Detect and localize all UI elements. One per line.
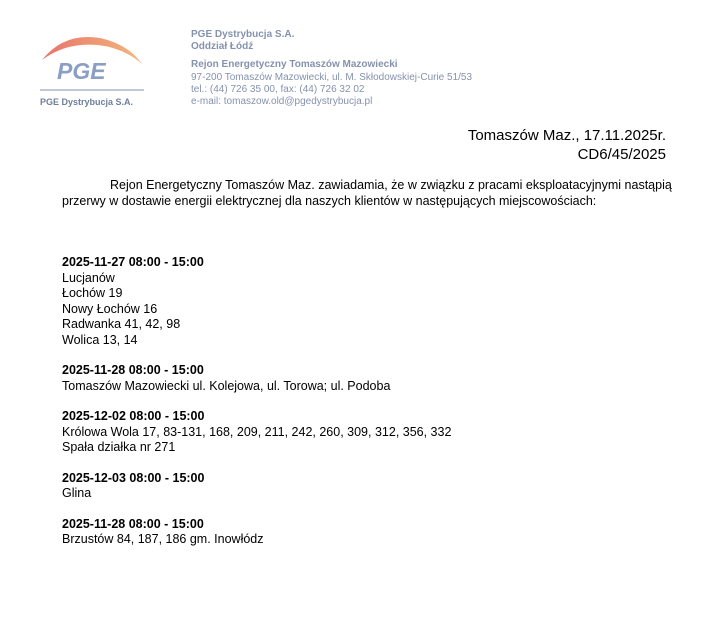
logo-caption: PGE Dystrybucja S.A.: [40, 97, 134, 107]
outage-date: 2025-12-02 08:00 - 15:00: [62, 409, 205, 423]
company-name: PGE Dystrybucja S.A.: [191, 29, 295, 40]
outage-location: Spała działka nr 271: [62, 440, 176, 454]
outage-location: Tomaszów Mazowiecki ul. Kolejowa, ul. Torowa; ul. Podoba: [62, 378, 391, 393]
outage-date: 2025-12-03 08:00 - 15:00: [62, 470, 205, 485]
company-header: [191, 29, 472, 108]
company-phone: tel.: (44) 726 35 00, fax: (44) 726 32 02: [191, 83, 365, 95]
document-reference: CD6/45/2025: [577, 146, 666, 163]
logo-wordmark: PGE: [57, 58, 106, 84]
outage-list: [62, 255, 682, 563]
outage-location: Łochów 19: [62, 286, 123, 300]
city-date: Tomaszów Maz., 17.11.2025r.: [467, 127, 666, 144]
region-name: Rejon Energetyczny Tomaszów Mazowiecki: [191, 59, 398, 71]
outage-location: Glina: [62, 486, 92, 500]
outage-location: Lucjanów: [62, 270, 115, 285]
outage-location: Królowa Wola 17, 83-131, 168, 209, 211, 242, 260, 309, 312, 356, 332: [62, 424, 452, 439]
outage-entry: [62, 471, 682, 502]
branch-name: Oddział Łódź: [191, 41, 254, 53]
outage-date: 2025-11-28 08:00 - 15:00: [62, 363, 204, 377]
outage-location: Radwanka 41, 42, 98: [62, 317, 181, 331]
outage-location: Nowy Łochów 16: [62, 301, 158, 316]
outage-location: Brzustów 84, 187, 186 gm. Inowłódz: [62, 532, 264, 546]
outage-date: 2025-11-27 08:00 - 15:00: [62, 255, 204, 269]
company-email: e-mail: tomaszow.old@pgedystrybucja.pl: [191, 96, 373, 108]
company-address: 97-200 Tomaszów Mazowiecki, ul. M. Skłodowskiej-Curie 51/53: [191, 71, 473, 83]
outage-entry: [62, 517, 682, 548]
outage-date: 2025-11-28 08:00 - 15:00: [62, 516, 204, 531]
outage-location: Wolica 13, 14: [62, 332, 138, 347]
outage-entry: [62, 409, 682, 456]
intro-paragraph: Rejon Energetyczny Tomaszów Maz. zawiadamia, że w związku z pracami eksploatacyjnymi nastąpią przerwy w dostawie energii elektrycznej dla naszych klientów w następujących miejscowościach:: [62, 178, 672, 208]
company-logo: [36, 34, 148, 110]
outage-entry: [62, 255, 682, 348]
outage-entry: [62, 363, 682, 394]
pge-logo-icon: [36, 34, 148, 94]
